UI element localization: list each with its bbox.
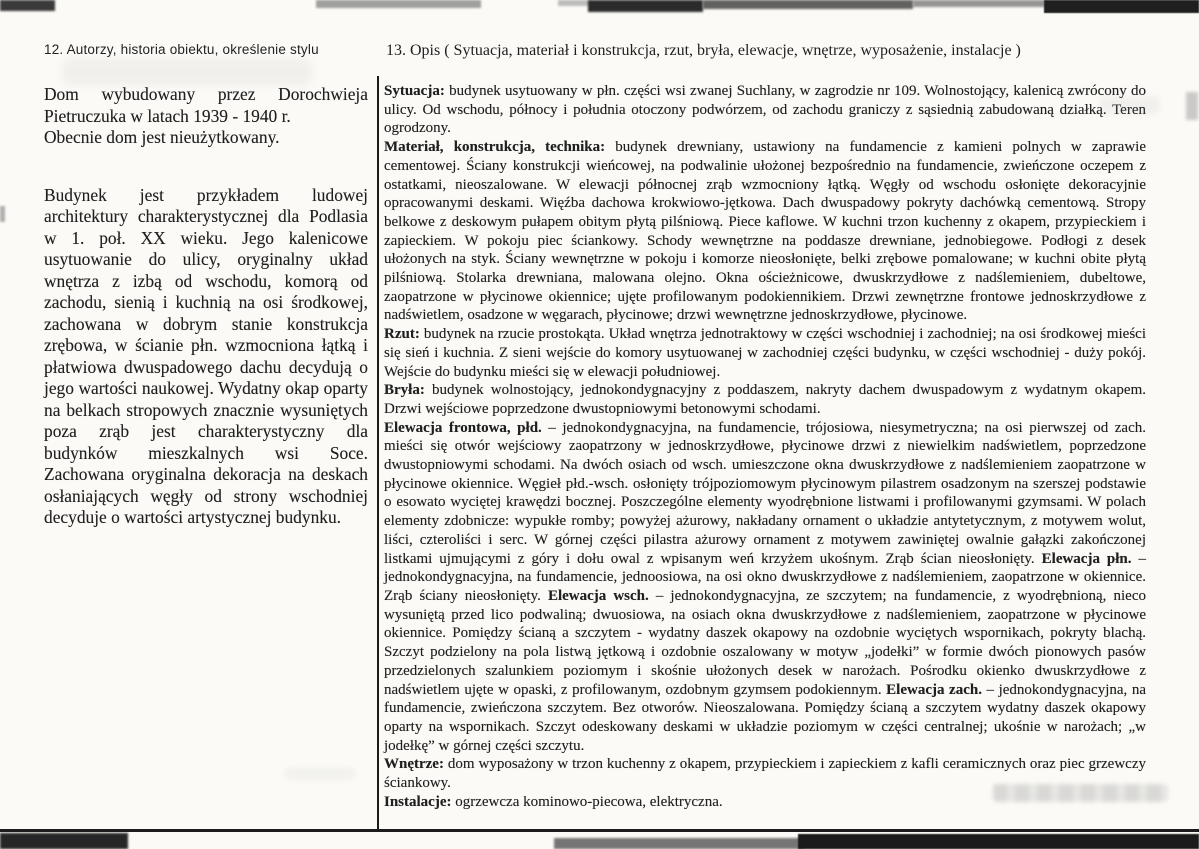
- paragraph: Wnętrze: dom wyposażony w trzon kuchenny z okapem, przypieckiem i zapieckiem z kafli ceramicznych oraz piec grzewczy ściankowy.: [384, 756, 1146, 792]
- scan-edge-artifact: [798, 834, 1199, 849]
- paragraph: Budynek jest przykładem ludowej architektury charakterystycznej dla Podlasia w 1. poł. XX wieku. Jego kalenicowe usytuowanie do ulicy, oryginalny układ wnętrza z izbą od wschodu, komorą od zachodu, sienią i kuchnią na osi środkowej, zachowana w dobrym stanie konstrukcja zrębowa, w ścianie płn. wzmocniona łątką i płatwiowa dwuspadowego dachu decydują o jego wartości naukowej. Wydatny okap oparty na belkach stropowych znacznie wysuniętych poza zrąb jest charakterystyczny dla budynków mieszkalnych wsi Soce. Zachowana oryginalna dekoracja na deskach osłaniających węgły od strony wschodniej decyduje o wartości artystycznej budynku.: [44, 184, 368, 527]
- paragraph: Elewacja frontowa, płd. – jednokondygnacyjna, na fundamencie, trójosiowa, niesymetryczna; na osi pierwszej od zach. mieści się otwór wejściowy zaopatrzony w jednoskrzydłowe, płycinowe drzwi z niewielkim nadświetlem, poprzedzone dwustopniowymi schodami. Na dwóch osiach od wsch. umieszczone okna dwuskrzydłowe z nadślemieniem zaopatrzone w płycinowe okiennice. Węgieł płd.-wsch. osłonięty trójpoziomowym płycinowym pilastrem osadzonym na szerszej podstawie o esowato wyciętej krawędzi bocznej. Poszczególne elementy wyodrębnione listwami i profilowanymi gzymsami. W polach elementy zdobnicze: wypukłe romby; powyżej ażurowy, nakładany ornament o układzie antytetycznym, z motywem wolut, liści, czteroliści i serc. W górnej części pilastra ażurowy ornament z motywem zawiniętej owalnie gałązki zakończonej listkami ujmującymi z góry i dołu owal z wpisanym weń krzyżem ukośnym. Zrąb ścian nieosłonięty. Elewacja płn. – jednokondygnacyjna, na fundamencie, jednoosiowa, na osi okno dwuskrzydłowe z nadślemieniem, zaopatrzone w okiennice. Zrąb ściany nieosłonięty. Elewacja wsch. – jednokondygnacyjna, ze szczytem; na fundamencie, z wyodrębnioną, nieco wysuniętą przed lico podwaliną; dwuosiowa, na osiach okna dwuskrzydłowe z nadślemieniem, zaopatrzone w płycinowe okiennice. Pomiędzy ścianą a szczytem - wydatny daszek okapowy na ozdobnie wyciętych wspornikach, pokryty blachą. Szczyt podzielony na pola listwą jętkową i ozdobnie oszalowany w motyw „jodełki” w formie dwóch pionowych pasów przedzielonych szalunkiem poziomym i skośnie ułożonych desek w narożach. Pośrodku okienko dwuskrzydłowe z nadświetlem ujęte w opaski, z profilowanym, ozdobnym gzymsem podokiennym. Elewacja zach. – jednokondygnacyjna, na fundamencie, zwieńczona szczytem. Bez otworów. Nieoszalowana. Pomiędzy ścianą a szczytem wydatny daszek okapowy oparty na wspornikach. Szczyt odeskowany deskami w układzie poziomym w części centralnej; ukośnie w narożach; „w jodełkę” w górnej części szczytu.: [384, 419, 1147, 754]
- scan-smudge: [62, 58, 312, 86]
- scan-edge-artifact: [1044, 0, 1199, 13]
- scan-edge-artifact: [558, 0, 590, 6]
- field-label: Elewacja wsch.: [547, 587, 649, 604]
- paragraph: Obecnie dom jest nieużytkowany.: [44, 127, 280, 147]
- scan-edge-artifact: [1186, 92, 1198, 120]
- scan-edge-artifact: [913, 0, 1045, 7]
- field-label: Elewacja zach.: [886, 681, 982, 698]
- field-label: Elewacja frontowa, płd.: [384, 419, 542, 436]
- field-label: Sytuacja:: [384, 83, 445, 99]
- paragraph: Rzut: budynek na rzucie prostokąta. Układ wnętrza jednotraktowy w części wschodniej i zachodniej; na osi środkowej mieści się sień i kuchnia. Z sieni wejście do komory usytuowanej w zachodniej części budynku, w części wschodniej - duży pokój. Wejście do budynku mieści się w elewacji południowej.: [384, 326, 1146, 380]
- bottom-border-line: [0, 829, 1199, 832]
- section-13-header: 13. Opis ( Sytuacja, materiał i konstrukcja, rzut, bryła, elewacje, wnętrze, wyposażenie, instalacje ): [386, 42, 1021, 59]
- scan-edge-artifact: [0, 206, 5, 222]
- section-12-header: 12. Autorzy, historia obiektu, określenie stylu: [44, 42, 319, 57]
- paragraph: Dom wybudowany przez Dorochwieja Pietruczuka w latach 1939 - 1940 r.: [44, 84, 368, 126]
- section-12-body: [44, 84, 368, 529]
- scan-edge-artifact: [316, 0, 481, 8]
- column-divider-line: [377, 76, 379, 831]
- scan-edge-artifact: [0, 0, 55, 11]
- field-label: Materiał, konstrukcja, technika:: [384, 139, 606, 156]
- section-13-body: [384, 82, 1146, 811]
- scan-edge-artifact: [0, 833, 128, 849]
- field-label: Bryła:: [384, 382, 425, 399]
- paragraph: Materiał, konstrukcja, technika: budynek drewniany, ustawiony na fundamencie z kamieni polnych w zaprawie cementowej. Ściany konstrukcji wieńcowej, na podwalinie ułożonej bezpośrednio na fundamencie, zwieńczone oczepem z ostatkami, nieoszalowane. W elewacji północnej zrąb wzmocniony łątką. Węgły od wschodu osłonięte dekoracyjnie opracowanymi deskami. Więźba dachowa krokwiowo-jętkowa. Dach dwuspadowy pokryty dachówką cementową. Stropy belkowe z deskowym pułapem obitym płytą pilśniową. Piece kaflowe. W kuchni trzon kuchenny z okapem, przypieckiem i zapieckiem. W pokoju piec ściankowy. Schody wewnętrzne na poddasze drewniane, jednobiegowe. Podłogi z desek ułożonych na styk. Ściany wewnętrzne w pokoju i komorze nieosłonięte, belki zrębowe pomalowane; w kuchni obite płytą pilśniową. Stolarka drewniana, malowana olejno. Okna ościeżnicowe, dwuskrzydłowe z nadślemieniem, dubeltowe, zaopatrzone w płycinowe okiennice; ujęte profilowanym podokiennikiem. Drzwi zewnętrzne frontowe jednoskrzydłowe z nadświetlem, osadzone w węgarach, płycinowe; drzwi wewnętrzne jednoskrzydłowe, płycinowe.: [384, 139, 1146, 324]
- scan-edge-artifact: [703, 0, 913, 9]
- scan-smudge: [285, 768, 355, 780]
- paragraph: Bryła: budynek wolnostojący, jednokondygnacyjny z poddaszem, nakryty dachem dwuspadowym z wydatnym okapem. Drzwi wejściowe poprzedzone dwustopniowymi betonowymi schodami.: [384, 382, 1146, 417]
- field-label: Wnętrze:: [384, 756, 444, 773]
- paragraph: Instalacje: ogrzewcza kominowo-piecowa, elektryczna.: [384, 793, 723, 810]
- scan-edge-artifact: [554, 838, 804, 849]
- paragraph: Sytuacja: budynek usytuowany w płn. części wsi zwanej Suchlany, w zagrodzie nr 109. Wolnostojący, kalenicą zwrócony do ulicy. Od wschodu, północy i południa otoczony podwórzem, od zachodu graniczy z sąsiednią zabudowaną działką. Teren ogrodzony.: [384, 83, 1146, 137]
- field-label: Elewacja płn.: [1041, 550, 1132, 567]
- field-label: Instalacje:: [384, 793, 452, 810]
- field-label: Rzut:: [384, 326, 420, 343]
- scan-edge-artifact: [588, 0, 703, 12]
